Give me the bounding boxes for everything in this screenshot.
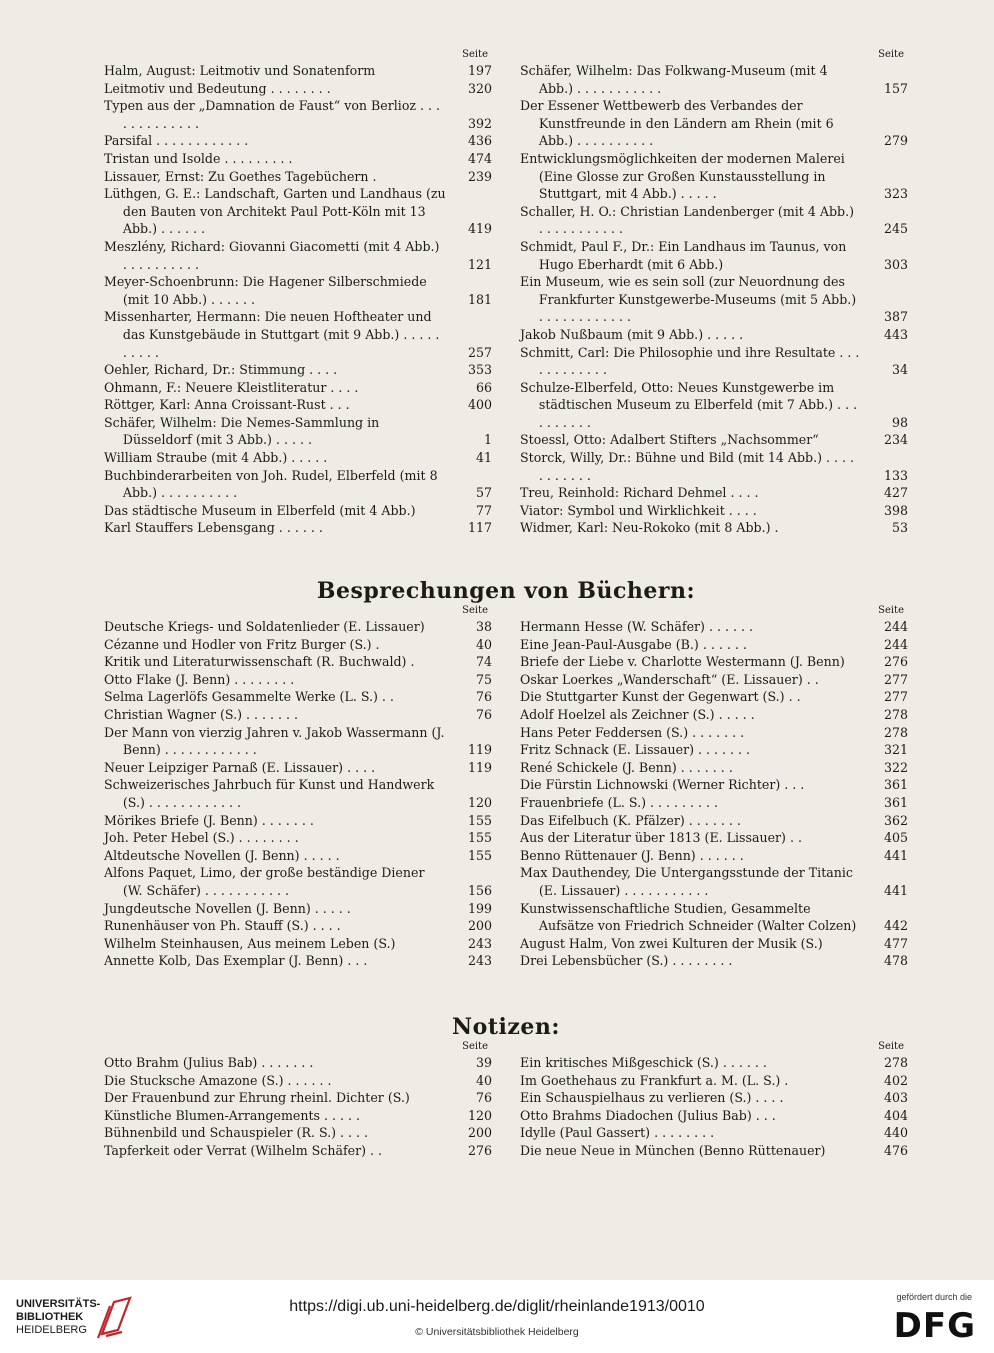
toc-entry [520,900,908,935]
toc-entry [104,636,492,654]
entry-title: Buchbinderarbeiten von Joh. Rudel, Elberfeld (mit 8 Abb.) . . . . . . . . . . [104,467,438,501]
toc-entry [520,431,908,449]
entry-title: Ein kritisches Mißgeschick (S.) . . . . . . [520,1055,767,1070]
toc-entry [520,706,908,724]
toc-entry [104,724,492,759]
toc-entry [520,238,908,273]
toc-entry [104,952,492,970]
entry-page-number: 244 [883,619,908,634]
toc-entry [520,864,908,899]
entry-title: Treu, Reinhold: Richard Dehmel . . . . [520,485,759,501]
entry-title: Künstliche Blumen-Arrangements . . . . . [104,1107,361,1123]
entry-title: Drei Lebensbücher (S.) . . . . . . . . [520,953,733,969]
entry-page-number: 245 [883,221,908,237]
toc-entry [104,238,492,273]
notes-section [104,1014,908,1160]
entry-title: Das städtische Museum in Elberfeld (mit 4 Abb.) [104,502,416,518]
entry-page-number: 303 [883,256,908,272]
entry-page-number: 119 [467,759,492,775]
entry-page-number: 478 [883,953,908,969]
entry-title: Joh. Peter Hebel (S.) . . . . . . . . [104,830,299,846]
toc-entry [104,185,492,238]
entry-page-number: 244 [883,636,908,652]
entry-title: Runenhäuser von Ph. Stauff (S.) . . . . [104,918,341,934]
entry-page-number: 77 [475,502,492,518]
entry-title: Cézanne und Hodler von Fritz Burger (S.) . [104,636,380,652]
entry-page-number: 155 [467,812,492,828]
toc-entry [104,688,492,706]
toc-entry [104,776,492,811]
entry-title: Schäfer, Wilhelm: Das Folkwang-Museum (mit 4 Abb.) . . . . . . . . . . . [520,63,828,96]
entry-page-number: 120 [467,1107,492,1123]
toc-entry [520,688,908,706]
entry-page-number: 440 [883,1125,908,1141]
entry-title: Mörikes Briefe (J. Benn) . . . . . . . [104,812,314,828]
entry-page-number: 98 [891,414,908,430]
entry-page-number: 392 [467,115,492,131]
entry-title: Karl Stauffers Lebensgang . . . . . . [104,520,323,536]
entry-page-number: 404 [883,1107,908,1123]
entry-page-number: 441 [883,882,908,898]
entry-title: Altdeutsche Novellen (J. Benn) . . . . . [104,847,340,863]
entry-title: Schulze-Elberfeld, Otto: Neues Kunstgewerbe im städtischen Museum zu Elberfeld (mit 7 Abb.) . . . . . . . . . . [520,379,858,430]
entry-page-number: 40 [475,636,492,652]
entry-page-number: 76 [475,706,492,722]
copyright-notice: © Universitätsbibliothek Heidelberg [415,1326,579,1338]
entry-page-number: 181 [467,291,492,307]
entry-title: Schweizerisches Jahrbuch für Kunst und Handwerk (S.) . . . . . . . . . . . . [104,777,435,810]
toc-entry [104,80,492,98]
toc-entry [520,776,908,794]
entry-title: Lüthgen, G. E.: Landschaft, Garten und Landhaus (zu den Bauten von Architekt Paul Pott-Köln mit 13 Abb.) . . . . . . [104,186,446,237]
entry-title: Viator: Symbol und Wirklichkeit . . . . [520,502,757,518]
entry-page-number: 120 [467,794,492,810]
entry-page-number: 155 [467,847,492,863]
entry-title: Widmer, Karl: Neu-Rokoko (mit 8 Abb.) . [520,520,779,536]
entry-page-number: 40 [475,1072,492,1088]
toc-entry [104,1124,492,1142]
entry-page-number: 276 [467,1142,492,1158]
logo-line: HEIDELBERG [16,1324,87,1336]
entry-page-number: 477 [883,935,908,951]
notes-left-column [104,1040,492,1160]
toc-entry [104,449,492,467]
entry-title: Tristan und Isolde . . . . . . . . . [104,150,293,166]
toc-entry [520,636,908,654]
toc-entry [520,379,908,432]
entry-page-number: 34 [891,362,908,378]
entry-page-number: 200 [467,918,492,934]
seite-header: Seite [462,605,488,616]
entry-page-number: 278 [883,724,908,740]
entry-title: William Straube (mit 4 Abb.) . . . . . [104,450,328,466]
toc-entry [104,132,492,150]
entry-page-number: 200 [467,1125,492,1141]
toc-entry [104,467,492,502]
seite-header: Seite [462,1041,488,1052]
entry-page-number: 476 [883,1142,908,1158]
entry-title: Die Stucksche Amazone (S.) . . . . . . [104,1072,332,1088]
entry-title: Der Essener Wettbewerb des Verbandes der Kunstfreunde in den Ländern am Rhein (mit 6 Abb.) . . . . . . . . . . [520,98,834,149]
entry-page-number: 403 [883,1090,908,1106]
entry-title: Der Mann von vierzig Jahren v. Jakob Wassermann (J. Benn) . . . . . . . . . . . . [104,724,445,758]
entry-page-number: 278 [883,706,908,722]
entry-title: Der Frauenbund zur Ehrung rheinl. Dichter (S.) [104,1090,410,1106]
toc-entry [104,273,492,308]
permalink-url[interactable]: https://digi.ub.uni-heidelberg.de/diglit/rheinlande1913/0010 [289,1298,705,1315]
entry-page-number: 321 [883,742,908,758]
entry-page-number: 119 [467,742,492,758]
toc-entry [520,1107,908,1125]
entry-page-number: 121 [467,256,492,272]
entry-title: Stoessl, Otto: Adalbert Stifters „Nachsommer“ [520,432,819,448]
toc-entry [104,864,492,899]
toc-entry [104,671,492,689]
logo-line: BIBLIOTHEK [16,1311,84,1323]
toc-entry [104,361,492,379]
entry-page-number: 474 [467,150,492,166]
books-right-column [520,604,908,970]
entry-title: Eine Jean-Paul-Ausgabe (B.) . . . . . . [520,636,747,652]
entry-title: Kunstwissenschaftliche Studien, Gesammelte Aufsätze von Friedrich Schneider (Walter Colzen) [520,900,857,934]
entry-page-number: 76 [475,1090,492,1106]
entry-page-number: 427 [883,485,908,501]
entry-page-number: 53 [891,520,908,536]
toc-entry [104,812,492,830]
toc-entry [520,1089,908,1107]
toc-entry [104,618,492,636]
entry-page-number: 361 [883,794,908,810]
entry-title: Christian Wagner (S.) . . . . . . . [104,706,299,722]
toc-entry [520,344,908,379]
entry-title: Oehler, Richard, Dr.: Stimmung . . . . [104,362,338,378]
toc-entry [520,724,908,742]
entry-title: Hermann Hesse (W. Schäfer) . . . . . . [520,619,753,634]
entry-title: Otto Brahm (Julius Bab) . . . . . . . [104,1055,314,1070]
logo-line: UNIVERSITÄTS- [16,1298,101,1310]
dfg-logo[interactable]: DFG [893,1306,976,1346]
entry-title: Fritz Schnack (E. Lissauer) . . . . . . . [520,742,751,758]
entry-title: Briefe der Liebe v. Charlotte Westermann (J. Benn) [520,654,845,670]
entry-page-number: 402 [883,1072,908,1088]
toc-entry [104,502,492,520]
entry-title: Frauenbriefe (L. S.) . . . . . . . . . [520,794,719,810]
toc-entry [104,97,492,132]
toc-entry [104,150,492,168]
toc-entry [520,519,908,537]
entry-page-number: 442 [883,918,908,934]
entry-title: Die Fürstin Lichnowski (Werner Richter) . . . [520,777,805,793]
section-title: Besprechungen von Büchern: [316,578,696,604]
entry-page-number: 57 [475,485,492,501]
entry-title: Tapferkeit oder Verrat (Wilhelm Schäfer) . . [104,1142,383,1158]
seite-header: Seite [878,605,904,616]
toc-entry [104,379,492,397]
entry-title: Das Eifelbuch (K. Pfälzer) . . . . . . . [520,812,741,828]
toc-entry [520,203,908,238]
entry-title: Parsifal . . . . . . . . . . . . [104,133,249,149]
entry-title: Idylle (Paul Gassert) . . . . . . . . [520,1125,715,1141]
toc-entry [520,759,908,777]
toc-entry [520,847,908,865]
entry-title: Alfons Paquet, Limo, der große beständige Diener (W. Schäfer) . . . . . . . . . . . [104,865,425,898]
entry-title: Benno Rüttenauer (J. Benn) . . . . . . [520,847,744,863]
seite-header: Seite [878,49,904,60]
entry-title: Storck, Willy, Dr.: Bühne und Bild (mit 14 Abb.) . . . . . . . . . . . [520,450,855,483]
entry-page-number: 117 [467,520,492,536]
entry-title: Typen aus der „Damnation de Faust“ von Berlioz . . . . . . . . . . . . . [104,98,441,131]
toc-entry [520,150,908,203]
entry-title: Röttger, Karl: Anna Croissant-Rust . . . [104,397,350,413]
articles-section [104,48,908,537]
toc-entry [104,308,492,361]
entry-title: Otto Flake (J. Benn) . . . . . . . . [104,671,295,687]
books-left-column [104,604,492,970]
toc-entry [520,484,908,502]
entry-title: Missenharter, Hermann: Die neuen Hoftheater und das Kunstgebäude in Stuttgart (mit 9 Abb.) . . . . . . . . . . [104,309,440,360]
toc-entry [104,1072,492,1090]
entry-title: Oskar Loerkes „Wanderschaft“ (E. Lissauer) . . [520,671,819,687]
entry-page-number: 322 [883,759,908,775]
notes-right-column [520,1040,908,1160]
entry-title: Ohmann, F.: Neuere Kleistliteratur . . . . [104,379,359,395]
entry-page-number: 156 [467,882,492,898]
entry-page-number: 155 [467,830,492,846]
entry-page-number: 277 [883,689,908,705]
toc-entry [520,62,908,97]
toc-entry [520,618,908,636]
toc-entry [520,935,908,953]
seite-header: Seite [462,49,488,60]
entry-title: Leitmotiv und Bedeutung . . . . . . . . [104,80,331,96]
toc-entry [520,326,908,344]
entry-title: Schmidt, Paul F., Dr.: Ein Landhaus im Taunus, von Hugo Eberhardt (mit 6 Abb.) [520,238,847,272]
entry-title: Schmitt, Carl: Die Philosophie und ihre Resultate . . . . . . . . . . . . [520,344,860,378]
toc-entry [104,917,492,935]
viewer-footer [0,1280,994,1353]
entry-page-number: 243 [467,953,492,969]
entry-page-number: 133 [883,467,908,483]
entry-page-number: 278 [883,1055,908,1070]
entry-page-number: 38 [475,619,492,634]
toc-entry [520,741,908,759]
toc-entry [520,952,908,970]
entry-page-number: 234 [883,432,908,448]
entry-title: Ein Museum, wie es sein soll (zur Neuordnung des Frankfurter Kunstgewerbe-Museums (mit 5 Abb.) . . . . . . . . . . . . [520,274,857,325]
toc-entry [520,1124,908,1142]
entry-page-number: 443 [883,326,908,342]
toc-entry [104,1142,492,1160]
toc-entry [520,653,908,671]
entry-title: Entwicklungsmöglichkeiten der modernen Malerei (Eine Glosse zur Großen Kunstausstellung in Stuttgart, mit 4 Abb.) . . . . . [520,150,845,202]
toc-entry [520,1054,908,1072]
entry-page-number: 362 [883,812,908,828]
entry-title: Schaller, H. O.: Christian Landenberger (mit 4 Abb.) . . . . . . . . . . . [520,203,855,237]
entry-title: Jungdeutsche Novellen (J. Benn) . . . . . [104,900,351,916]
entry-title: Bühnenbild und Schauspieler (R. S.) . . . . [104,1125,369,1141]
entry-page-number: 323 [883,186,908,202]
entry-title: Schäfer, Wilhelm: Die Nemes-Sammlung in Düsseldorf (mit 3 Abb.) . . . . . [104,414,380,448]
toc-entry [520,449,908,484]
entry-page-number: 75 [475,671,492,687]
entry-page-number: 197 [467,63,492,78]
toc-entry [104,1089,492,1107]
entry-title: Im Goethehaus zu Frankfurt a. M. (L. S.) . [520,1072,789,1088]
entry-page-number: 76 [475,689,492,705]
toc-entry [520,829,908,847]
entry-title: Max Dauthendey, Die Untergangsstunde der Titanic (E. Lissauer) . . . . . . . . . . . [520,865,853,898]
toc-entry [520,794,908,812]
entry-title: Wilhelm Steinhausen, Aus meinem Leben (S.) [104,935,396,951]
entry-title: Neuer Leipziger Parnaß (E. Lissauer) . . . . [104,759,376,775]
section-title: Notizen: [452,1014,560,1040]
entry-page-number: 39 [475,1055,492,1070]
entry-page-number: 66 [475,379,492,395]
toc-entry [520,97,908,150]
entry-page-number: 74 [475,654,492,670]
articles-right-column [520,48,908,537]
entry-title: Selma Lagerlöfs Gesammelte Werke (L. S.) . . [104,689,394,705]
entry-page-number: 353 [467,362,492,378]
toc-entry [104,396,492,414]
entry-title: Annette Kolb, Das Exemplar (J. Benn) . . . [104,953,368,969]
toc-entry [104,900,492,918]
entry-page-number: 257 [467,344,492,360]
entry-title: Ein Schauspielhaus zu verlieren (S.) . . . . [520,1090,784,1106]
entry-page-number: 239 [467,168,492,184]
toc-entry [104,62,492,80]
toc-entry [104,706,492,724]
entry-title: August Halm, Von zwei Kulturen der Musik (S.) [520,935,823,951]
entry-title: Die Stuttgarter Kunst der Gegenwart (S.) . . [520,689,801,705]
toc-entry [520,1072,908,1090]
entry-title: Kritik und Literaturwissenschaft (R. Buchwald) . [104,654,415,670]
toc-entry [104,1107,492,1125]
toc-entry [520,502,908,520]
seite-header: Seite [878,1041,904,1052]
entry-page-number: 361 [883,777,908,793]
toc-entry [520,671,908,689]
entry-page-number: 436 [467,133,492,149]
toc-entry [104,935,492,953]
toc-entry [104,168,492,186]
entry-title: Aus der Literatur über 1813 (E. Lissauer) . . [520,830,802,846]
entry-page-number: 398 [883,502,908,518]
entry-title: Meszlény, Richard: Giovanni Giacometti (mit 4 Abb.) . . . . . . . . . . [104,238,440,272]
entry-title: Jakob Nußbaum (mit 9 Abb.) . . . . . [520,326,744,342]
toc-entry [104,759,492,777]
entry-page-number: 405 [883,830,908,846]
entry-title: Die neue Neue in München (Benno Rüttenauer) [520,1142,826,1158]
toc-entry [520,1142,908,1160]
entry-page-number: 157 [883,80,908,96]
entry-page-number: 276 [883,654,908,670]
entry-page-number: 279 [883,133,908,149]
book-reviews-section [104,578,908,970]
entry-title: Lissauer, Ernst: Zu Goethes Tagebüchern . [104,168,377,184]
entry-page-number: 277 [883,671,908,687]
entry-title: Hans Peter Feddersen (S.) . . . . . . . [520,724,745,740]
toc-entry [104,829,492,847]
funding-note: gefördert durch die [896,1292,972,1302]
toc-entry [104,1054,492,1072]
toc-entry [104,519,492,537]
toc-entry [520,812,908,830]
entry-title: Adolf Hoelzel als Zeichner (S.) . . . . . [520,706,755,722]
entry-page-number: 387 [883,309,908,325]
toc-entry [104,414,492,449]
entry-title: Deutsche Kriegs- und Soldatenlieder (E. Lissauer) [104,619,425,634]
entry-title: René Schickele (J. Benn) . . . . . . . [520,759,733,775]
entry-page-number: 320 [467,80,492,96]
articles-left-column [104,48,492,537]
entry-title: Meyer-Schoenbrunn: Die Hagener Silberschmiede (mit 10 Abb.) . . . . . . [104,274,427,307]
entry-page-number: 1 [483,432,492,448]
entry-title: Otto Brahms Diadochen (Julius Bab) . . . [520,1107,776,1123]
entry-page-number: 419 [467,221,492,237]
entry-title: Halm, August: Leitmotiv und Sonatenform [104,63,376,78]
entry-page-number: 41 [475,450,492,466]
entry-page-number: 400 [467,397,492,413]
toc-entry [104,653,492,671]
toc-entry [520,273,908,326]
entry-page-number: 199 [467,900,492,916]
entry-page-number: 441 [883,847,908,863]
entry-page-number: 243 [467,935,492,951]
toc-entry [104,847,492,865]
